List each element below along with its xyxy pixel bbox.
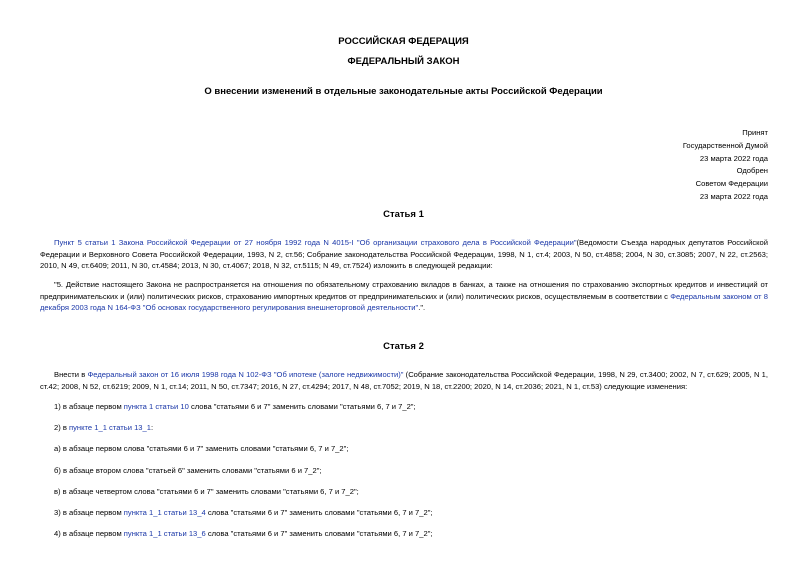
article-1-paragraph-2 <box>40 279 768 314</box>
item-text: 1) в абзаце первом <box>54 402 124 411</box>
paragraph-text: Внести в <box>54 370 88 379</box>
paragraph-text: .". <box>418 303 426 313</box>
law-link-mortgage[interactable]: Федеральный закон от 16 июля 1998 года N 102-ФЗ "Об ипотеке (залоге недвижимости)" <box>87 370 404 379</box>
amendment-item-3 <box>40 507 768 519</box>
amendment-item-4 <box>40 528 768 540</box>
amendment-subitem-v: в) в абзаце четвертом слова "статьями 6 и 7" заменить словами "статьями 6, 7 и 7_2"; <box>54 487 359 496</box>
law-title: О внесении изменений в отдельные законодательные акты Российской Федерации <box>204 86 603 97</box>
adoption-block <box>683 127 768 204</box>
item-text: 4) в абзаце первом <box>54 529 124 538</box>
paragraph-text: (Ведомости Съезда народных депутатов Российской Федерации и Верховного Совета Российской Федерации, 1993, N 2, ст.56; Собрание законодательства Российской Федерации, 1998, N 1, ст.4; 2003, N 50, ст.4858; 2004, N 30, ст.3085; 2007, N 22, ст.2563; 2010, N 49, ст.6409; 2011, N 30, ст.4584; 2013, N 30, ст.4067; 2018, N 32, ст.5115; N 49, ст.7524) изложить в следующей редакции: <box>40 238 769 271</box>
article-1-paragraph-1 <box>40 237 768 272</box>
item-text: слова "статьями 6 и 7" заменить словами "статьями 6, 7 и 7_2"; <box>205 529 433 538</box>
paragraph-text: (Собрание законодательства Российской Федерации, 1998, N 29, ст.3400; 2002, N 7, ст.629; 2005, N 1, ст.42; 2008, N 52, ст.6219; 2009, N 1, ст.14; 2011, N 50, ст.7347; 2016, N 27, ст.4294; 2017, N 48, ст.7052; 2019, N 18, ст.2200; 2020, N 14, ст.2036; 2021, N 1, ст.53) следующие изменения: <box>40 370 768 391</box>
paragraph-text: "5. Действие настоящего Закона не распространяется на отношения по обязательному страхованию вкладов в банках, а также на отношения по страхованию экспортных кредитов и инвестиций от предпринимательских и (или) политических рисков, страхованию импортных кредитов от предпринимательских и (или) политических рисков, осуществляемым в соответствии с <box>40 280 768 301</box>
link-article-13-6[interactable]: пункта 1_1 статьи 13_6 <box>123 529 206 538</box>
article-2-intro <box>40 369 768 392</box>
country-heading: РОССИЙСКАЯ ФЕДЕРАЦИЯ <box>338 36 469 47</box>
amendment-item-1 <box>40 401 768 413</box>
adoption-line: 23 марта 2022 года <box>699 191 768 201</box>
law-link-insurance[interactable]: Пункт 5 статьи 1 Закона Российской Федерации от 27 ноября 1992 года N 4015-I "Об организации страхового дела в Российской Федерации" <box>54 238 577 247</box>
amendment-subitem-b: б) в абзаце втором слова "статьей 6" заменить словами "статьями 6 и 7_2"; <box>54 466 322 475</box>
item-text: 2) в <box>54 423 70 432</box>
article-1-heading: Статья 1 <box>383 209 424 220</box>
item-text: слова "статьями 6 и 7" заменить словами "статьями 6, 7 и 7_2"; <box>188 402 416 411</box>
item-text: слова "статьями 6 и 7" заменить словами "статьями 6, 7 и 7_2"; <box>205 508 433 517</box>
article-2-heading: Статья 2 <box>383 341 424 352</box>
link-article-10[interactable]: пункта 1 статьи 10 <box>123 402 189 411</box>
law-link-foreign-trade[interactable]: Федеральным законом от 8 декабря 2003 года N 164-ФЗ "Об основах государственного регулирования внешнеторговой деятельности" <box>40 291 768 313</box>
adoption-line: 23 марта 2022 года <box>699 153 768 163</box>
link-article-13-1[interactable]: пункте 1_1 статьи 13_1 <box>69 423 151 432</box>
adoption-line: Одобрен <box>736 166 768 176</box>
law-type-heading: ФЕДЕРАЛЬНЫЙ ЗАКОН <box>347 56 460 67</box>
adoption-line: Советом Федерации <box>695 179 768 189</box>
adoption-line: Государственной Думой <box>682 140 768 150</box>
amendment-subitem-a: а) в абзаце первом слова "статьями 6 и 7" заменить словами "статьями 6, 7 и 7_2"; <box>54 444 349 453</box>
item-text: 3) в абзаце первом <box>54 508 124 517</box>
adoption-line: Принят <box>742 128 768 137</box>
amendment-item-2 <box>40 422 768 434</box>
item-text: : <box>150 423 154 432</box>
link-article-13-4[interactable]: пункта 1_1 статьи 13_4 <box>123 508 206 517</box>
